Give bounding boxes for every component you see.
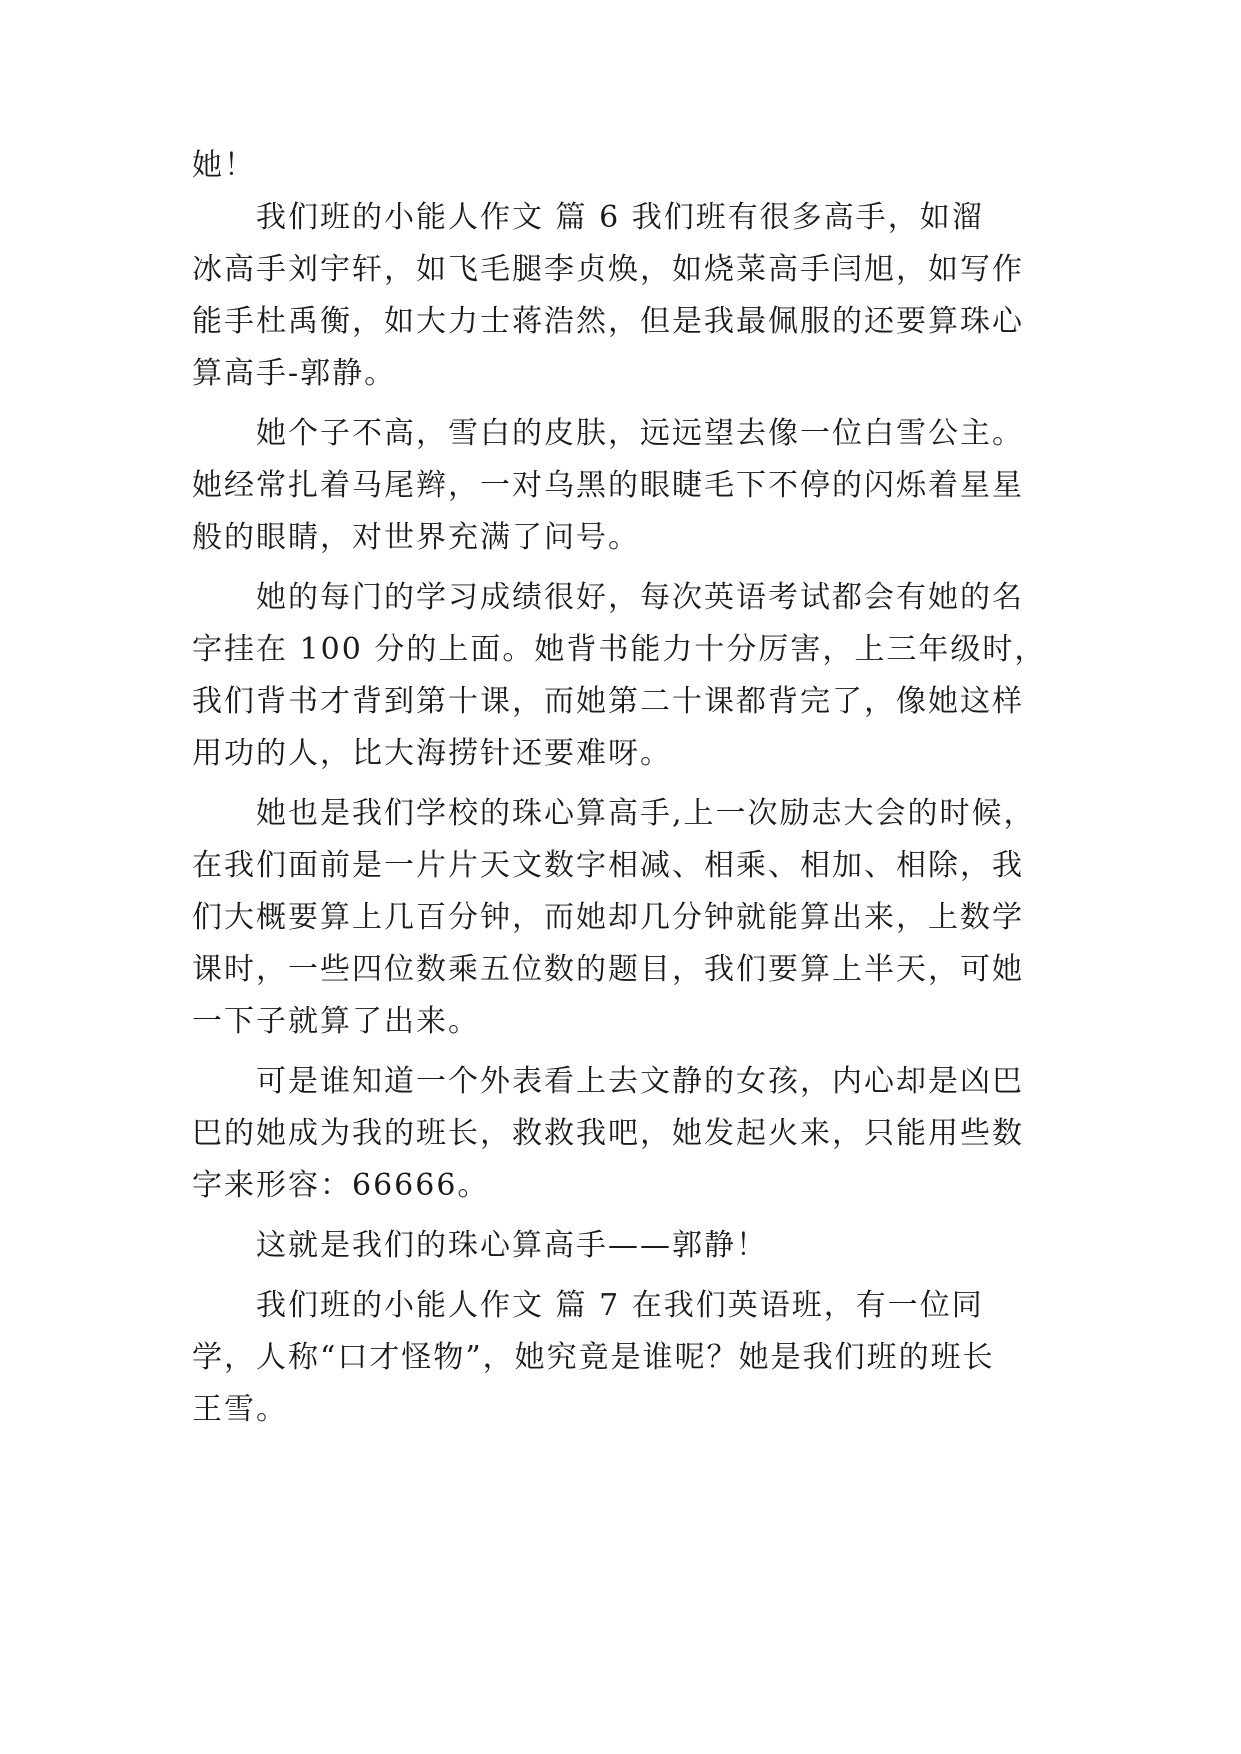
text-line: 能手杜禹衡，如大力士蒋浩然，但是我最佩服的还要算珠心	[192, 304, 1024, 339]
text-line: 在我们面前是一片片天文数字相减、相乘、相加、相除，我	[192, 848, 1024, 883]
paragraph-first-line: 她也是我们学校的珠心算高手,上一次励志大会的时候，	[256, 796, 1036, 831]
text-line: 王雪。	[192, 1392, 288, 1427]
text-line: 们大概要算上几百分钟，而她却几分钟就能算出来，上数学	[192, 900, 1024, 935]
section-heading-line: 我们班的小能人作文 篇 6 我们班有很多高手，如溜	[256, 200, 984, 235]
text-line: 算高手-郭静。	[192, 356, 397, 391]
text-line: 用功的人，比大海捞针还要难呀。	[192, 736, 672, 771]
text-line: 我们背书才背到第十课，而她第二十课都背完了，像她这样	[192, 684, 1024, 719]
text-line: 字挂在 100 分的上面。她背书能力十分厉害，上三年级时，	[192, 632, 1047, 667]
section-heading-line: 我们班的小能人作文 篇 7 在我们英语班，有一位同	[256, 1288, 984, 1323]
paragraph-first-line: 她个子不高，雪白的皮肤，远远望去像一位白雪公主。	[256, 416, 1024, 451]
text-line: 她经常扎着马尾辫，一对乌黑的眼睫毛下不停的闪烁着星星	[192, 468, 1024, 503]
paragraph-first-line: 她的每门的学习成绩很好，每次英语考试都会有她的名	[256, 580, 1024, 615]
text-line: 般的眼睛，对世界充满了问号。	[192, 520, 640, 555]
paragraph-first-line: 可是谁知道一个外表看上去文静的女孩，内心却是凶巴	[256, 1064, 1024, 1099]
text-line: 字来形容：66666。	[192, 1168, 490, 1203]
text-line: 一下子就算了出来。	[192, 1004, 480, 1039]
paragraph-first-line: 这就是我们的珠心算高手——郭静！	[256, 1228, 768, 1263]
text-line: 巴的她成为我的班长，救救我吧，她发起火来，只能用些数	[192, 1116, 1024, 1151]
text-line: 她！	[192, 148, 256, 183]
text-line: 课时，一些四位数乘五位数的题目，我们要算上半天，可她	[192, 952, 1024, 987]
text-line: 冰高手刘宇轩，如飞毛腿李贞焕，如烧菜高手闫旭，如写作	[192, 252, 1024, 287]
text-line: 学，人称“口才怪物”，她究竟是谁呢？她是我们班的班长	[192, 1340, 995, 1375]
